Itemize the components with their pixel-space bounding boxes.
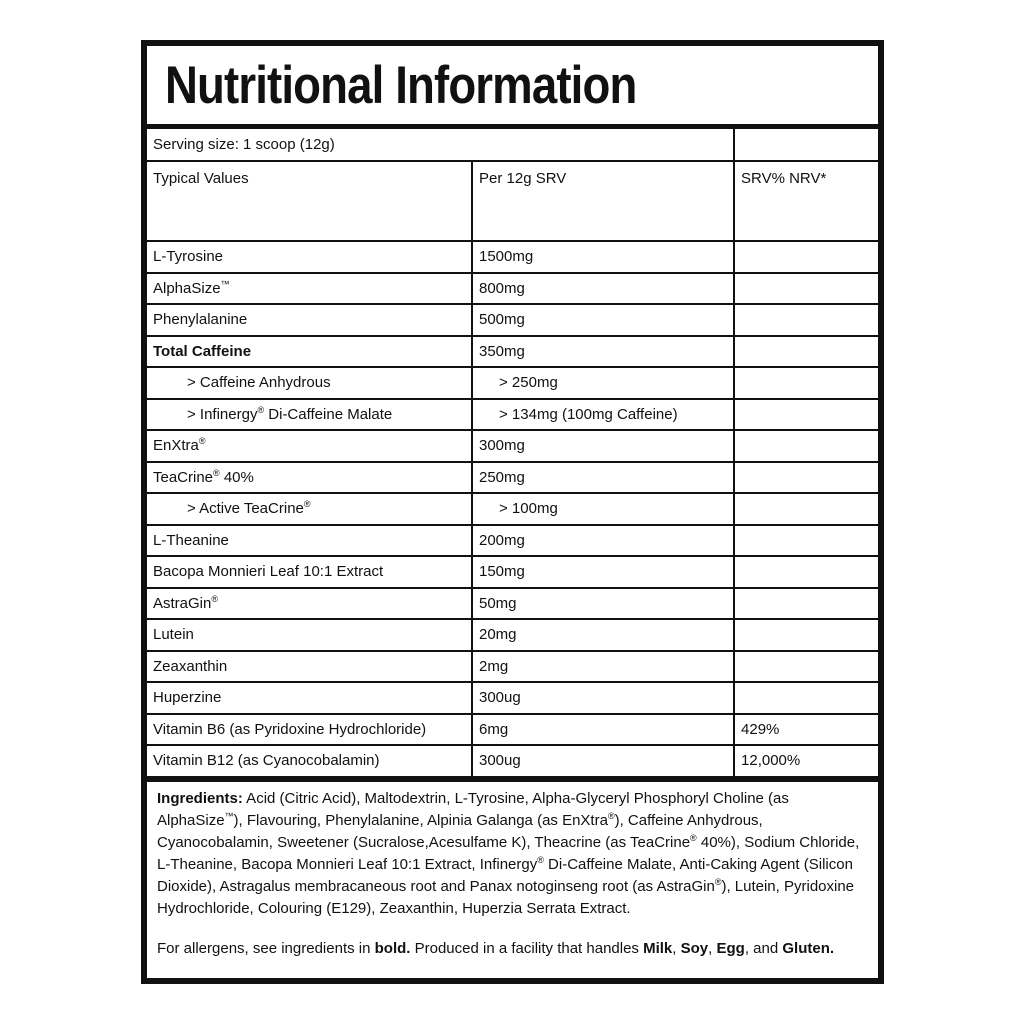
nutrient-nrv	[734, 682, 878, 714]
nutrient-name: Phenylalanine	[147, 304, 472, 336]
nutrient-nrv	[734, 462, 878, 494]
nutrient-name: Lutein	[147, 619, 472, 651]
nutrient-row	[147, 430, 878, 462]
nutrient-row	[147, 556, 878, 588]
nutrient-nrv	[734, 336, 878, 368]
allergen-soy: Soy	[680, 939, 709, 957]
ingredients-section	[147, 778, 878, 960]
nutrient-name: Zeaxanthin	[147, 651, 472, 683]
nutrient-name: TeaCrine® 40%	[147, 462, 472, 494]
nutrient-amount: 250mg	[472, 462, 734, 494]
nutrient-name: > Active TeaCrine®	[147, 493, 472, 525]
nutrient-name: Total Caffeine	[147, 336, 472, 368]
nutrient-name: AlphaSize™	[147, 273, 472, 305]
nutrient-row	[147, 619, 878, 651]
nutrient-nrv	[734, 304, 878, 336]
nutrient-nrv	[734, 273, 878, 305]
nutrient-name: Bacopa Monnieri Leaf 10:1 Extract	[147, 556, 472, 588]
nutrient-row	[147, 304, 878, 336]
nutrient-amount: 500mg	[472, 304, 734, 336]
nutrient-name: AstraGin®	[147, 588, 472, 620]
col-header-per: Per 12g SRV	[472, 161, 734, 241]
nutrient-name: > Caffeine Anhydrous	[147, 367, 472, 399]
nutrient-amount: 50mg	[472, 588, 734, 620]
nutrient-row	[147, 682, 878, 714]
nutrient-nrv	[734, 430, 878, 462]
allergen-gluten: Gluten.	[782, 939, 835, 957]
nutrient-row	[147, 493, 878, 525]
title-bar	[147, 46, 878, 129]
nutrient-nrv	[734, 619, 878, 651]
nutrient-row	[147, 462, 878, 494]
nutrient-amount: 350mg	[472, 336, 734, 368]
nutrient-amount: > 100mg	[472, 493, 734, 525]
nutrition-table	[147, 129, 878, 778]
nutrient-row	[147, 336, 878, 368]
nutrient-nrv	[734, 241, 878, 273]
nutrient-nrv	[734, 588, 878, 620]
serving-empty-cell	[734, 129, 878, 161]
allergen-egg: Egg	[716, 939, 745, 957]
nutrient-amount: > 134mg (100mg Caffeine)	[472, 399, 734, 431]
nutrient-amount: 300mg	[472, 430, 734, 462]
nutrient-nrv	[734, 367, 878, 399]
nutrient-amount: > 250mg	[472, 367, 734, 399]
nutrient-row	[147, 525, 878, 557]
nutrient-amount: 2mg	[472, 651, 734, 683]
col-header-name: Typical Values	[147, 161, 472, 241]
serving-row	[147, 129, 878, 161]
ingredients-label: Ingredients:	[157, 789, 243, 807]
col-header-nrv: SRV% NRV*	[734, 161, 878, 241]
nutrient-name: EnXtra®	[147, 430, 472, 462]
nutrient-row	[147, 367, 878, 399]
nutrient-amount: 150mg	[472, 556, 734, 588]
ingredients-text: Ingredients: Acid (Citric Acid), Maltodextrin, L-Tyrosine, Alpha-Glyceryl Phosphoryl Choline (as AlphaSize™), Flavouring, Phenylalanine, Alpinia Galanga (as EnXtra®), Caffeine Anhydrous, Cyanocobalamin, Sweetener (Sucralose,Acesulfame K), Theacrine (as TeaCrine® 40%), Sodium Chloride, L-Theanine, Bacopa Monnieri Leaf 10:1 Extract, Infinergy® Di-Caffeine Malate, Anti-Caking Agent (Silicon Dioxide), Astragalus membracaneous root and Panax notoginseng root (as AstraGin®), Lutein, Pyridoxine Hydrochloride, Colouring (E129), Zeaxanthin, Huperzia Serrata Extract.	[157, 789, 860, 917]
nutrient-nrv	[734, 399, 878, 431]
nutrient-nrv	[734, 493, 878, 525]
nutrient-name: Vitamin B6 (as Pyridoxine Hydrochloride)	[147, 714, 472, 746]
nutrient-row	[147, 714, 878, 746]
nutrient-row	[147, 745, 878, 777]
nutrient-row	[147, 588, 878, 620]
nutrient-nrv	[734, 556, 878, 588]
nutrition-label	[141, 40, 884, 984]
nutrient-amount: 300ug	[472, 745, 734, 777]
nutrient-name: > Infinergy® Di-Caffeine Malate	[147, 399, 472, 431]
header-row	[147, 161, 878, 241]
allergen-statement: For allergens, see ingredients in bold. Produced in a facility that handles Milk, Soy, Egg, and Gluten.	[157, 939, 835, 957]
nutrient-nrv: 429%	[734, 714, 878, 746]
nutrient-row	[147, 399, 878, 431]
serving-size: Serving size: 1 scoop (12g)	[147, 129, 734, 161]
nutrient-row	[147, 651, 878, 683]
nutrient-nrv	[734, 525, 878, 557]
nutrient-row	[147, 241, 878, 273]
nutrient-name: L-Theanine	[147, 525, 472, 557]
nutrient-amount: 20mg	[472, 619, 734, 651]
nutrient-amount: 200mg	[472, 525, 734, 557]
nutrient-name: L-Tyrosine	[147, 241, 472, 273]
label-title: Nutritional Information	[165, 55, 637, 115]
nutrient-nrv: 12,000%	[734, 745, 878, 777]
nutrient-name: Vitamin B12 (as Cyanocobalamin)	[147, 745, 472, 777]
nutrient-nrv	[734, 651, 878, 683]
nutrient-row	[147, 273, 878, 305]
nutrient-amount: 300ug	[472, 682, 734, 714]
allergen-milk: Milk	[643, 939, 673, 957]
nutrient-amount: 1500mg	[472, 241, 734, 273]
nutrient-amount: 6mg	[472, 714, 734, 746]
nutrient-name: Huperzine	[147, 682, 472, 714]
nutrient-amount: 800mg	[472, 273, 734, 305]
